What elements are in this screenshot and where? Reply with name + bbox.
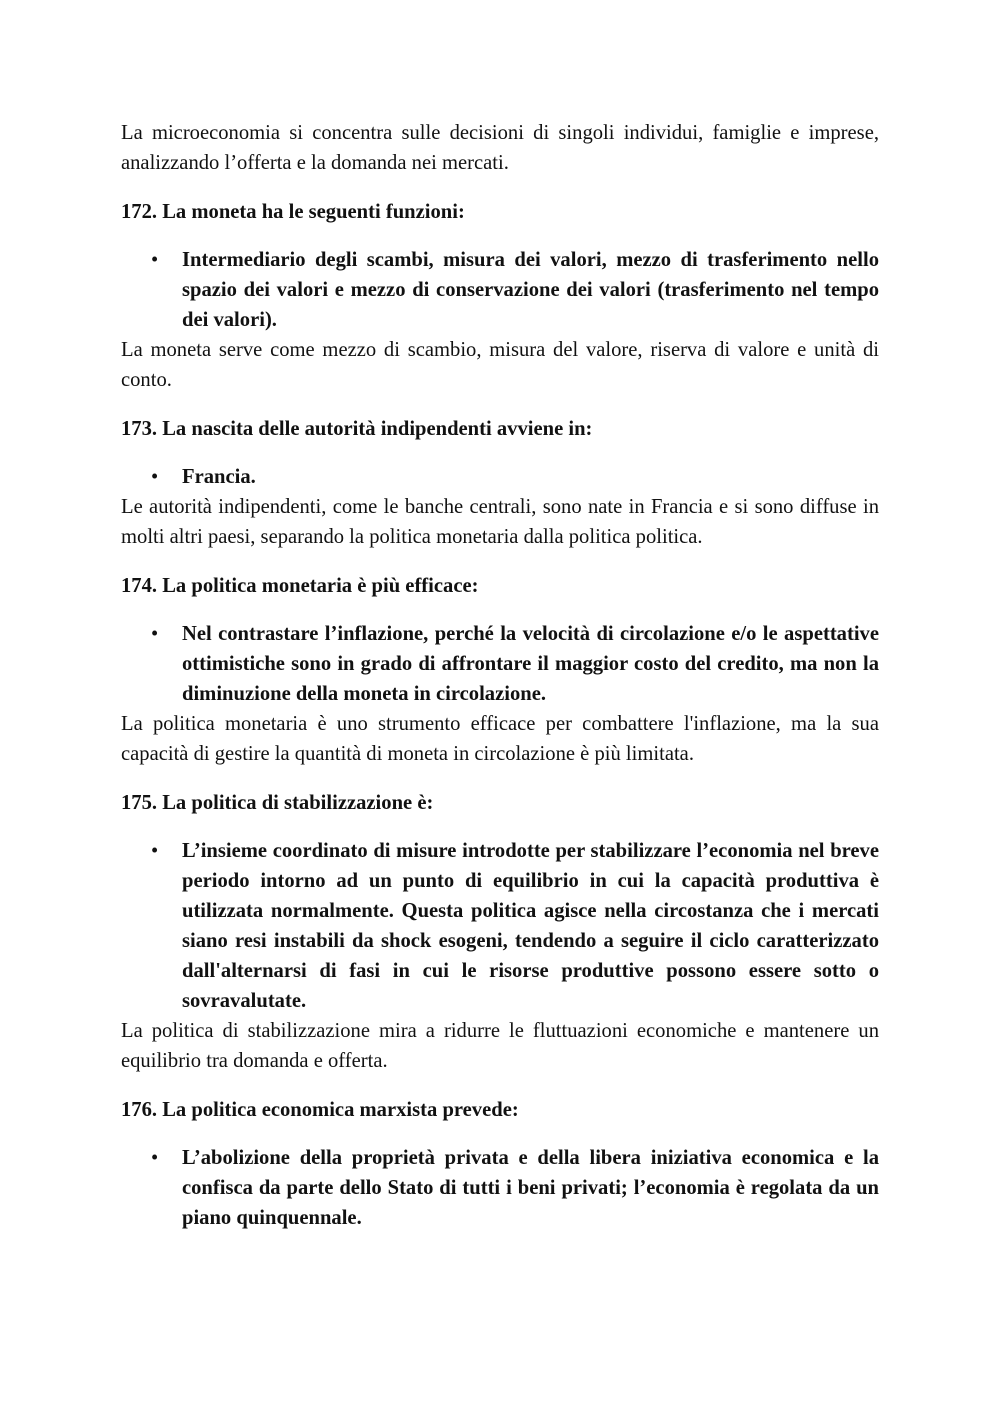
question-174-answers	[121, 619, 879, 709]
question-175-answer: • L’insieme coordinato di misure introdotte per stabilizzare l’economia nel breve periodo intorno ad un punto di equilibrio in cui la capacità produttiva è utilizzata normalmente. Questa politica agisce nella circostanza che i mercati siano resi instabili da shock esogeni, tendendo a seguire il ciclo caratterizzato dall'alternarsi di fasi in cui le risorse produttive possono essere sotto o sovravalutate.	[182, 836, 879, 1016]
question-175-title: 175. La politica di stabilizzazione è:	[121, 792, 434, 814]
question-173-explanation: Le autorità indipendenti, come le banche centrali, sono nate in Francia e si sono diffuse in molti altri paesi, separando la politica monetaria dalla politica politica.	[121, 496, 879, 548]
document-page	[121, 118, 879, 1233]
question-172-answers	[121, 245, 879, 335]
question-174-title: 174. La politica monetaria è più efficace:	[121, 575, 479, 597]
question-175-explanation: La politica di stabilizzazione mira a ridurre le fluttuazioni economiche e mantenere un equilibrio tra domanda e offerta.	[121, 1020, 879, 1072]
question-176-title: 176. La politica economica marxista prevede:	[121, 1099, 519, 1121]
question-174-explanation: La politica monetaria è uno strumento efficace per combattere l'inflazione, ma la sua capacità di gestire la quantità di moneta in circolazione è più limitata.	[121, 713, 879, 765]
question-175-answers	[121, 836, 879, 1016]
question-176-answer: • L’abolizione della proprietà privata e della libera iniziativa economica e la confisca da parte dello Stato di tutti i beni privati; l’economia è regolata da un piano quinquennale.	[182, 1143, 879, 1233]
question-172-title: 172. La moneta ha le seguenti funzioni:	[121, 201, 465, 223]
question-173-answers	[121, 462, 879, 492]
question-174-answer: • Nel contrastare l’inflazione, perché la velocità di circolazione e/o le aspettative ottimistiche sono in grado di affrontare il maggior costo del credito, ma non la diminuzione della moneta in circolazione.	[182, 619, 879, 709]
question-172-explanation: La moneta serve come mezzo di scambio, misura del valore, riserva di valore e unità di conto.	[121, 339, 879, 391]
question-173-title: 173. La nascita delle autorità indipendenti avviene in:	[121, 418, 593, 440]
question-172-answer: • Intermediario degli scambi, misura dei valori, mezzo di trasferimento nello spazio dei valori e mezzo di conservazione dei valori (trasferimento nel tempo dei valori).	[182, 245, 879, 335]
question-176-answers	[121, 1143, 879, 1233]
question-173-answer: • Francia.	[182, 462, 879, 492]
intro-paragraph: La microeconomia si concentra sulle decisioni di singoli individui, famiglie e imprese, analizzando l’offerta e la domanda nei mercati.	[121, 122, 879, 174]
